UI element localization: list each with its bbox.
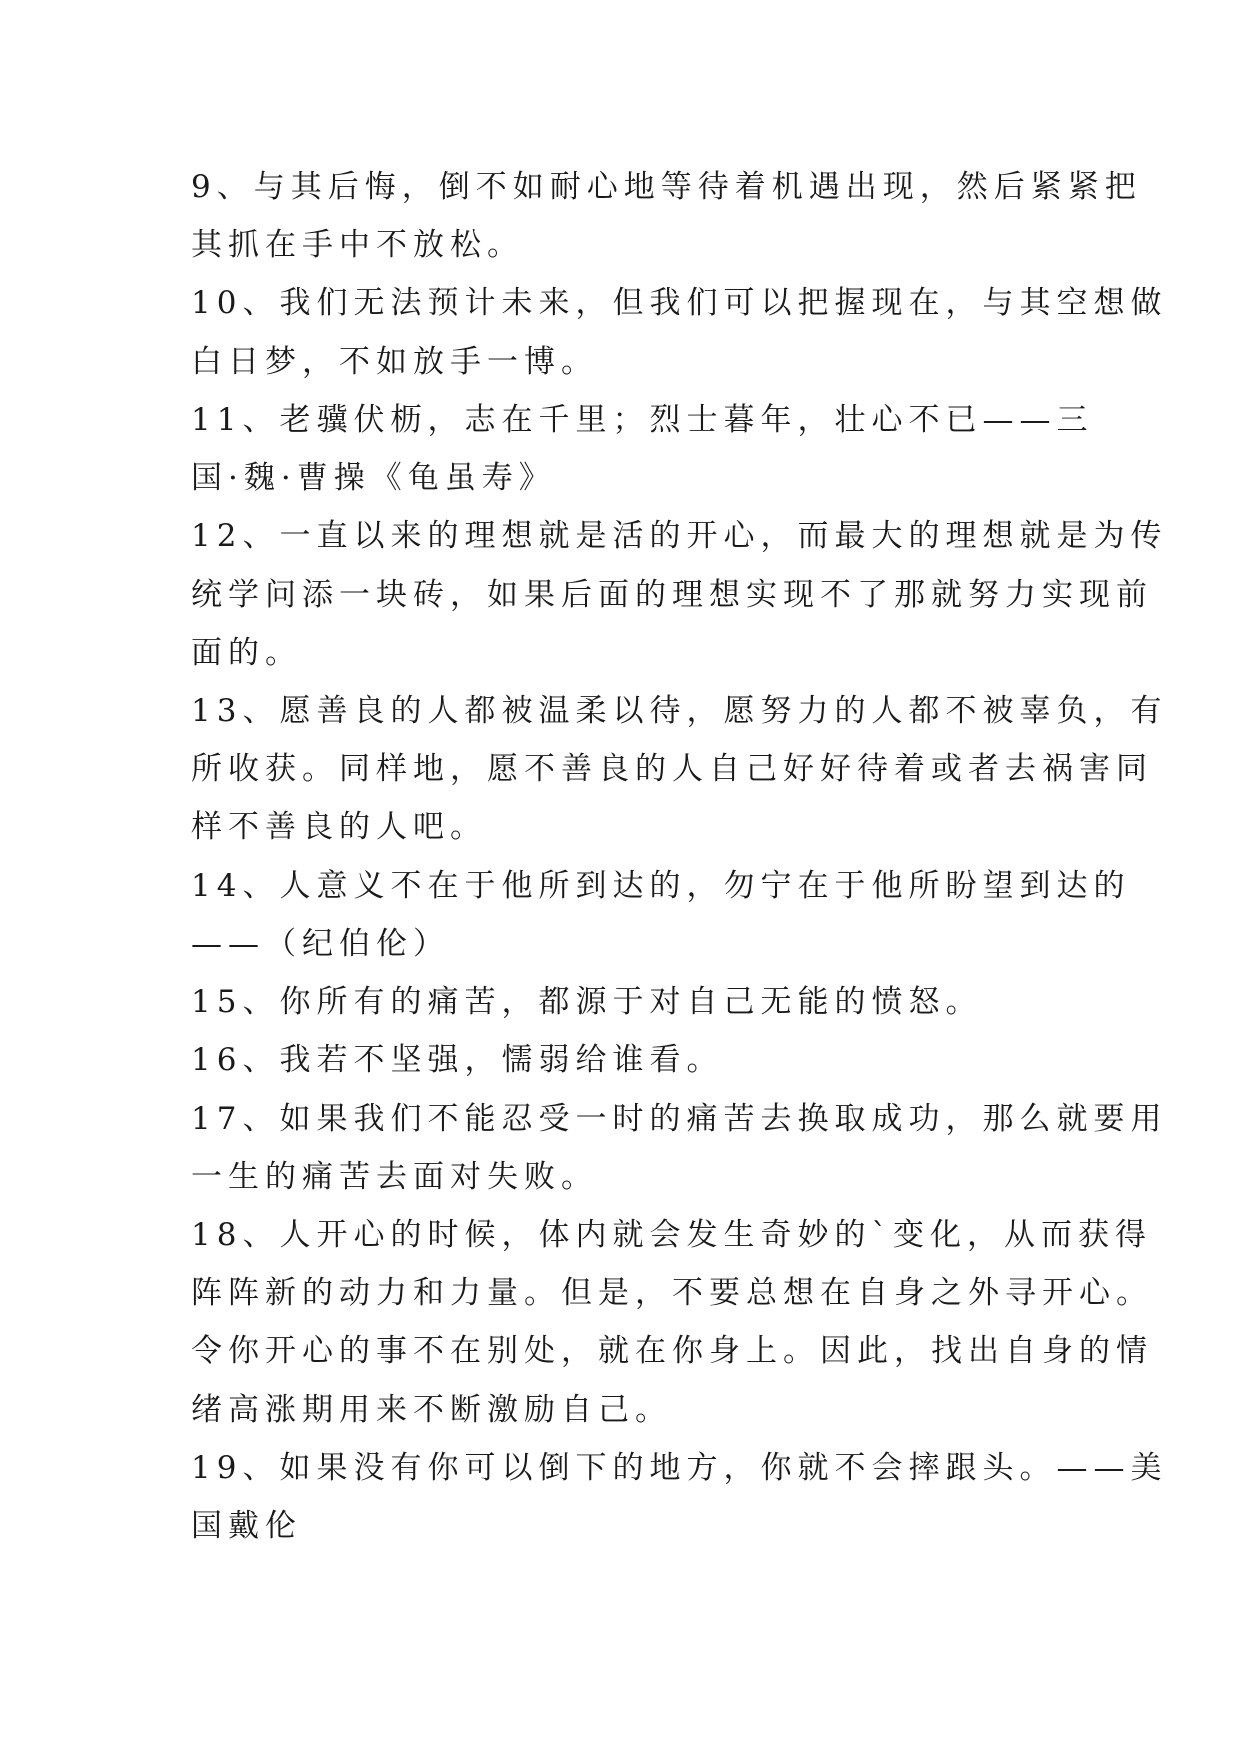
text-line: 统学问添一块砖，如果后面的理想实现不了那就努力实现前 [191,577,1153,613]
text-line: 10、我们无法预计未来，但我们可以把握现在，与其空想做 [191,285,1168,321]
text-line: 17、如果我们不能忍受一时的痛苦去换取成功，那么就要用 [191,1101,1168,1137]
text-line: 白日梦，不如放手一博。 [191,344,598,380]
text-line: 面的。 [191,635,302,671]
text-line: 其抓在手中不放松。 [191,227,524,263]
text-line: 阵阵新的动力和力量。但是，不要总想在自身之外寻开心。 [191,1275,1153,1311]
text-line: 国戴伦 [191,1508,302,1544]
text-line: 14、人意义不在于他所到达的，勿宁在于他所盼望到达的 [191,868,1131,904]
text-line: 样不善良的人吧。 [191,809,487,845]
text-line: 一生的痛苦去面对失败。 [191,1159,598,1195]
text-line: 18、人开心的时候，体内就会发生奇妙的`变化，从而获得 [191,1217,1152,1253]
text-line: 16、我若不坚强，懦弱给谁看。 [191,1042,724,1078]
text-line: ——（纪伯伦） [191,926,450,962]
text-line: 所收获。同样地，愿不善良的人自己好好待着或者去祸害同 [191,751,1153,787]
text-line: 13、愿善良的人都被温柔以待，愿努力的人都不被辜负，有 [191,693,1168,729]
text-line: 9、与其后悔，倒不如耐心地等待着机遇出现，然后紧紧把 [191,169,1142,205]
text-line: 11、老骥伏枥，志在千里；烈士暮年，壮心不已——三 [191,402,1094,438]
text-line: 令你开心的事不在别处，就在你身上。因此，找出自身的情 [191,1333,1153,1369]
text-line: 12、一直以来的理想就是活的开心，而最大的理想就是为传 [191,518,1168,554]
text-line: 19、如果没有你可以倒下的地方，你就不会摔跟头。——美 [191,1450,1168,1486]
text-line: 国·魏·曹操《龟虽寿》 [191,460,556,496]
text-line: 15、你所有的痛苦，都源于对自己无能的愤怒。 [191,984,983,1020]
text-line: 绪高涨期用来不断激励自己。 [191,1392,672,1428]
